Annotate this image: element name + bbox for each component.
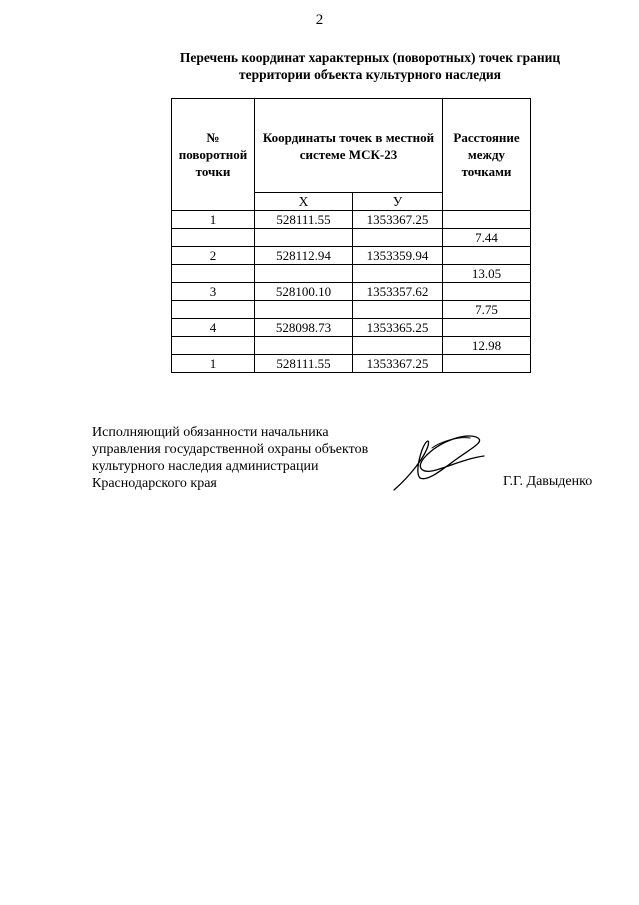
table-row: [172, 247, 531, 265]
x-cell: 528112.94: [255, 247, 353, 265]
x-cell: 528111.55: [255, 355, 353, 373]
distance-cell: 7.44: [443, 229, 531, 247]
y-cell: 1353359.94: [353, 247, 443, 265]
x-cell: 528100.10: [255, 283, 353, 301]
signatory-name: Г.Г. Давыденко: [503, 474, 593, 489]
y-cell: 1353357.62: [353, 283, 443, 301]
table-row: [172, 337, 531, 355]
y-cell: 1353367.25: [353, 355, 443, 373]
position-line: Исполняющий обязанности начальника: [92, 425, 329, 440]
coordinates-table: [171, 98, 531, 373]
x-cell: 528098.73: [255, 319, 353, 337]
y-subheader: У: [353, 193, 443, 211]
table-row: [172, 211, 531, 229]
distance-cell: 12.98: [443, 337, 531, 355]
signatory-position: [92, 424, 368, 492]
distance-header: Расстояние между точками: [443, 99, 531, 211]
point-cell: 1: [172, 211, 255, 229]
x-subheader: X: [255, 193, 353, 211]
distance-cell: [443, 247, 531, 265]
y-cell: [353, 229, 443, 247]
position-line: управления государственной охраны объектов: [92, 442, 369, 457]
document-title-line-1: Перечень координат характерных (поворотных) точек границ: [179, 50, 561, 65]
distance-cell: [443, 211, 531, 229]
document-title: [150, 49, 590, 83]
x-cell: [255, 265, 353, 283]
y-cell: [353, 337, 443, 355]
y-cell: [353, 301, 443, 319]
x-cell: 528111.55: [255, 211, 353, 229]
distance-cell: [443, 283, 531, 301]
position-line: культурного наследия администрации: [92, 459, 319, 474]
y-cell: 1353367.25: [353, 211, 443, 229]
point-cell: [172, 337, 255, 355]
distance-cell: 7.75: [443, 301, 531, 319]
x-cell: [255, 229, 353, 247]
y-cell: [353, 265, 443, 283]
table-row: [172, 229, 531, 247]
table-row: [172, 319, 531, 337]
point-cell: 2: [172, 247, 255, 265]
table-body: [172, 211, 531, 373]
table-row: [172, 283, 531, 301]
page-number: 2: [315, 12, 324, 28]
y-cell: 1353365.25: [353, 319, 443, 337]
point-cell: [172, 301, 255, 319]
point-cell: [172, 229, 255, 247]
position-line: Краснодарского края: [92, 476, 217, 491]
table-row: [172, 355, 531, 373]
distance-cell: 13.05: [443, 265, 531, 283]
document-title-line-2: территории объекта культурного наследия: [239, 67, 501, 82]
point-cell: [172, 265, 255, 283]
distance-cell: [443, 355, 531, 373]
coordinates-header: Координаты точек в местной системе МСК-23: [255, 99, 443, 193]
table-row: [172, 265, 531, 283]
x-cell: [255, 337, 353, 355]
table-row: [172, 301, 531, 319]
point-cell: 3: [172, 283, 255, 301]
distance-cell: [443, 319, 531, 337]
point-number-header: № поворотной точки: [172, 99, 255, 211]
handwritten-signature: [388, 428, 490, 494]
point-cell: 1: [172, 355, 255, 373]
x-cell: [255, 301, 353, 319]
point-cell: 4: [172, 319, 255, 337]
